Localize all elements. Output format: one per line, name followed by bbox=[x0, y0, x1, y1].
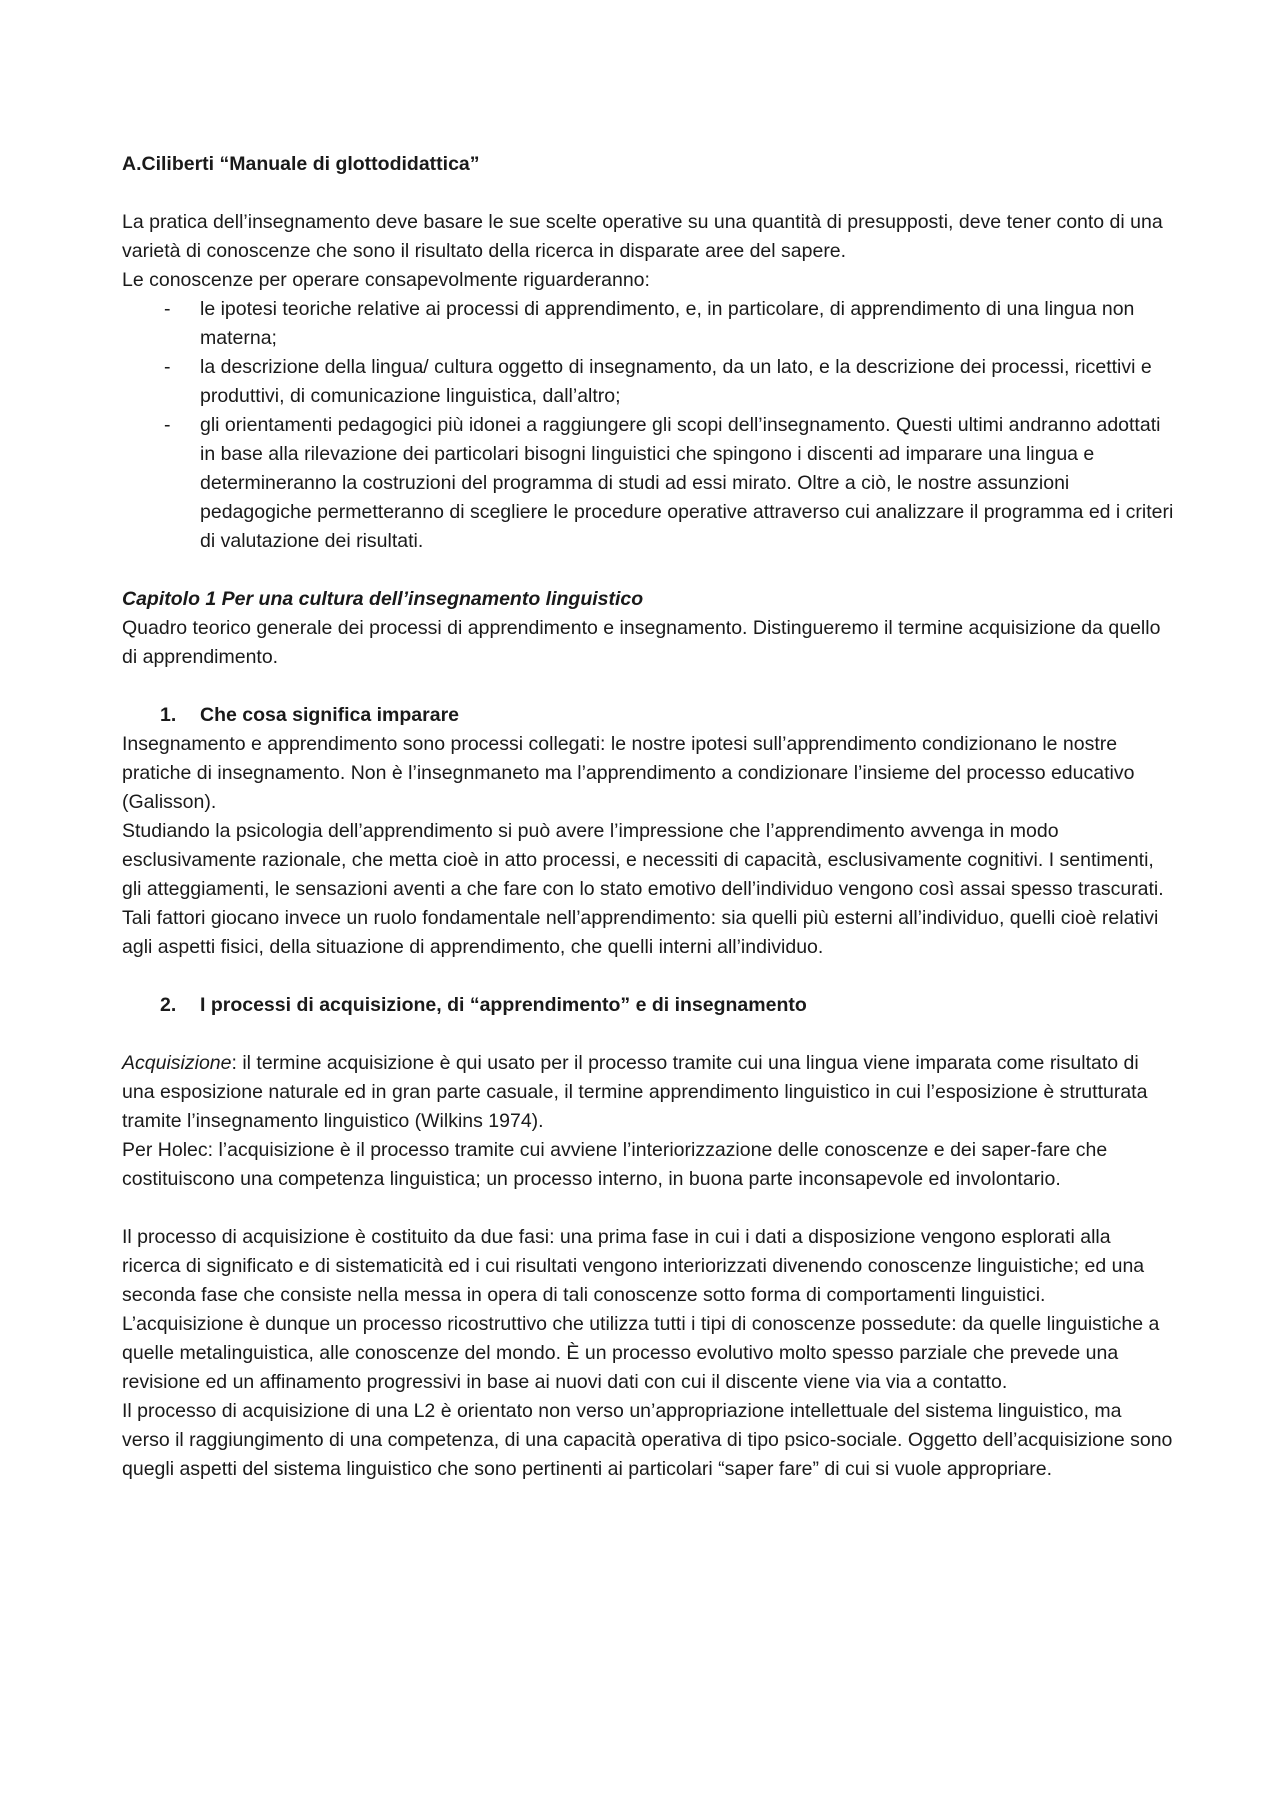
paragraph: Per Holec: l’acquisizione è il processo tramite cui avviene l’interiorizzazione delle conoscenze e dei saper-fare che costituiscono una competenza linguistica; un processo interno, in buona parte inconsapevole ed involontario. bbox=[122, 1139, 1108, 1190]
chapter-title: Capitolo 1 Per una cultura dell’insegnamento linguistico bbox=[122, 588, 644, 610]
list-item: - le ipotesi teoriche relative ai processi di apprendimento, e, in particolare, di apprendimento di una lingua non materna; bbox=[122, 295, 1174, 353]
paragraph: Il processo di acquisizione di una L2 è orientato non verso un’appropriazione intellettuale del sistema linguistico, ma verso il raggiungimento di una competenza, di una capacità operativa di tipo psico-sociale. Oggetto dell’acquisizione sono quegli aspetti del sistema linguistico che sono pertinenti ai particolari “saper fare” di cui si vuole appropriare. bbox=[122, 1400, 1173, 1480]
paragraph: Insegnamento e apprendimento sono processi collegati: le nostre ipotesi sull’apprendimento condizionano le nostre pratiche di insegnamento. Non è l’insegnmaneto ma l’apprendimento a condizionare l’insieme del processo educativo (Galisson). bbox=[122, 733, 1135, 813]
section-title: Che cosa significa imparare bbox=[200, 704, 460, 726]
paragraph bbox=[122, 1049, 1174, 1136]
list-item: - la descrizione della lingua/ cultura oggetto di insegnamento, da un lato, e la descrizione dei processi, ricettivi e produttivi, di comunicazione linguistica, dall’altro; bbox=[122, 353, 1174, 411]
section-number: 1. bbox=[160, 704, 177, 726]
section-heading-2 bbox=[122, 991, 1174, 1020]
document-title: A.Ciliberti “Manuale di glottodidattica” bbox=[122, 153, 480, 175]
intro-list-lead: Le conoscenze per operare consapevolmente riguarderanno: bbox=[122, 269, 650, 291]
section-heading-1 bbox=[122, 701, 1174, 730]
paragraph: L’acquisizione è dunque un processo ricostruttivo che utilizza tutti i tipi di conoscenze possedute: da quelle linguistiche a quelle metalinguistica, alle conoscenze del mondo. È un processo evolutivo molto spesso parziale che prevede una revisione ed un affinamento progressivi in base ai nuovi dati con cui il discente viene via via a contatto. bbox=[122, 1313, 1160, 1393]
paragraph-text: : il termine acquisizione è qui usato per il processo tramite cui una lingua viene imparata come risultato di una esposizione naturale ed in gran parte casuale, il termine apprendimento linguistico in cui l’esposizione è strutturata tramite l’insegnamento linguistico (Wilkins 1974). bbox=[122, 1052, 1148, 1132]
term-acquisizione: Acquisizione bbox=[122, 1052, 232, 1074]
paragraph: Studiando la psicologia dell’apprendimento si può avere l’impressione che l’apprendimento avvenga in modo esclusivamente razionale, che metta cioè in atto processi, e necessiti di capacità, esclusivamente cognitivi. I sentimenti, gli atteggiamenti, le sensazioni aventi a che fare con lo stato emotivo dell’individuo vengono così assai spesso trascurati. Tali fattori giocano invece un ruolo fondamentale nell’apprendimento: sia quelli più esterni all’individuo, quelli cioè relativi agli aspetti fisici, della situazione di apprendimento, che quelli interni all’individuo. bbox=[122, 820, 1164, 958]
list-item: - gli orientamenti pedagogici più idonei a raggiungere gli scopi dell’insegnamento. Questi ultimi andranno adottati in base alla rilevazione dei particolari bisogni linguistici che spingono i discenti ad imparare una lingua e determineranno la costruzioni del programma di studi ad essi mirato. Oltre a ciò, le nostre assunzioni pedagogiche permetteranno di scegliere le procedure operative attraverso cui analizzare il programma ed i criteri di valutazione dei risultati. bbox=[122, 411, 1174, 556]
intro-paragraph: La pratica dell’insegnamento deve basare le sue scelte operative su una quantità di presupposti, deve tener conto di una varietà di conoscenze che sono il risultato della ricerca in disparate aree del sapere. bbox=[122, 211, 1163, 262]
section-number: 2. bbox=[160, 994, 177, 1016]
intro-list bbox=[122, 295, 1174, 556]
paragraph: Il processo di acquisizione è costituito da due fasi: una prima fase in cui i dati a disposizione vengono esplorati alla ricerca di significato e di sistematicità ed i cui risultati vengono interiorizzati divenendo conoscenze linguistiche; ed una seconda fase che consiste nella messa in opera di tali conoscenze sotto forma di comportamenti linguistici. bbox=[122, 1226, 1145, 1306]
document-page bbox=[122, 150, 1174, 1484]
section-title: I processi di acquisizione, di “apprendimento” e di insegnamento bbox=[200, 994, 807, 1016]
chapter-intro: Quadro teorico generale dei processi di apprendimento e insegnamento. Distingueremo il termine acquisizione da quello di apprendimento. bbox=[122, 617, 1161, 668]
